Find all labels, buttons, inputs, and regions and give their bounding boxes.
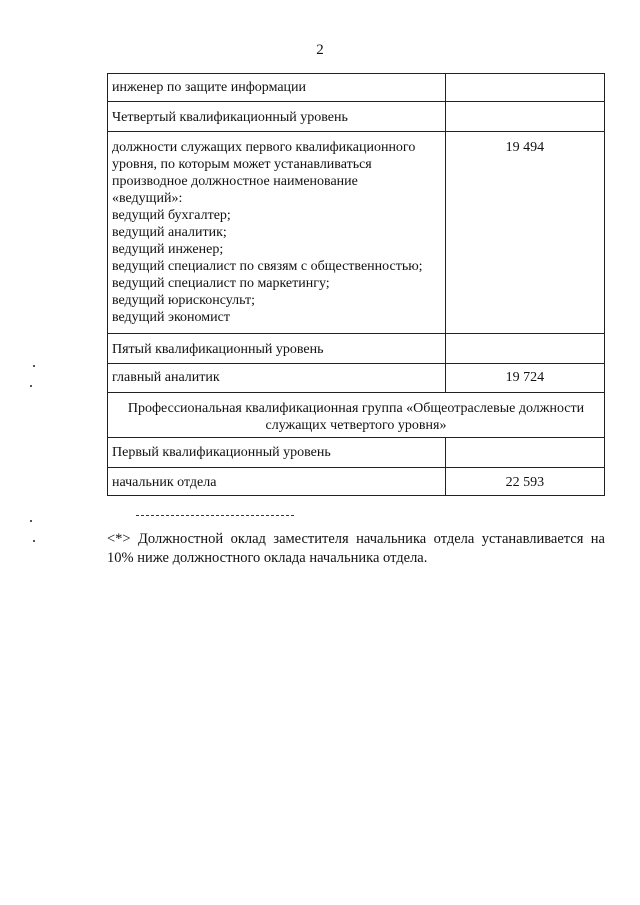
list-line: ведущий экономист bbox=[112, 310, 230, 325]
salary-cell: 19 724 bbox=[445, 364, 604, 393]
salary-cell bbox=[445, 438, 604, 468]
position-cell: инженер по защите информации bbox=[108, 74, 446, 102]
page-number: 2 bbox=[316, 42, 324, 58]
list-line: ведущий инженер; bbox=[112, 242, 224, 257]
table-row bbox=[108, 438, 605, 468]
list-line: ведущий юрисконсульт; bbox=[112, 293, 255, 308]
salary-cell bbox=[445, 102, 604, 132]
table-row bbox=[108, 132, 605, 334]
scan-speck bbox=[30, 520, 32, 522]
qualification-level-heading: Четвертый квалификационный уровень bbox=[108, 102, 446, 132]
scan-speck bbox=[33, 540, 35, 542]
list-line: производное должностное наименование bbox=[112, 174, 358, 189]
table-row bbox=[108, 364, 605, 393]
table-row bbox=[108, 334, 605, 364]
group-heading-line: служащих четвертого уровня» bbox=[265, 418, 447, 433]
salary-table bbox=[107, 73, 605, 496]
table-row bbox=[108, 74, 605, 102]
position-list-cell bbox=[108, 132, 446, 334]
scan-speck bbox=[33, 365, 35, 367]
list-line: ведущий специалист по связям с общественностью; bbox=[112, 259, 423, 274]
salary-cell bbox=[445, 74, 604, 102]
qualification-level-heading: Первый квалификационный уровень bbox=[108, 438, 446, 468]
table-row bbox=[108, 468, 605, 496]
group-heading-line: Профессиональная квалификационная группа «Общеотраслевые должности bbox=[127, 401, 585, 416]
salary-cell: 19 494 bbox=[445, 132, 604, 334]
group-heading-cell bbox=[108, 393, 605, 438]
scan-speck bbox=[30, 385, 32, 387]
table-row bbox=[108, 393, 605, 438]
qualification-level-heading: Пятый квалификационный уровень bbox=[108, 334, 446, 364]
list-line: ведущий специалист по маркетингу; bbox=[112, 276, 330, 291]
list-line: ведущий бухгалтер; bbox=[112, 208, 231, 223]
footnote-separator bbox=[136, 515, 294, 516]
position-cell: начальник отдела bbox=[108, 468, 446, 496]
list-line: уровня, по которым может устанавливаться bbox=[112, 157, 372, 172]
list-line: ведущий аналитик; bbox=[112, 225, 227, 240]
footnote-text: <*> Должностной оклад заместителя начальника отдела устанавливается на 10% ниже должностного оклада начальника отдела. bbox=[107, 531, 605, 566]
table-row bbox=[108, 102, 605, 132]
salary-cell bbox=[445, 334, 604, 364]
list-line: «ведущий»: bbox=[112, 191, 183, 206]
position-cell: главный аналитик bbox=[108, 364, 446, 393]
salary-cell: 22 593 bbox=[445, 468, 604, 496]
list-line: должности служащих первого квалификационного bbox=[112, 140, 416, 155]
